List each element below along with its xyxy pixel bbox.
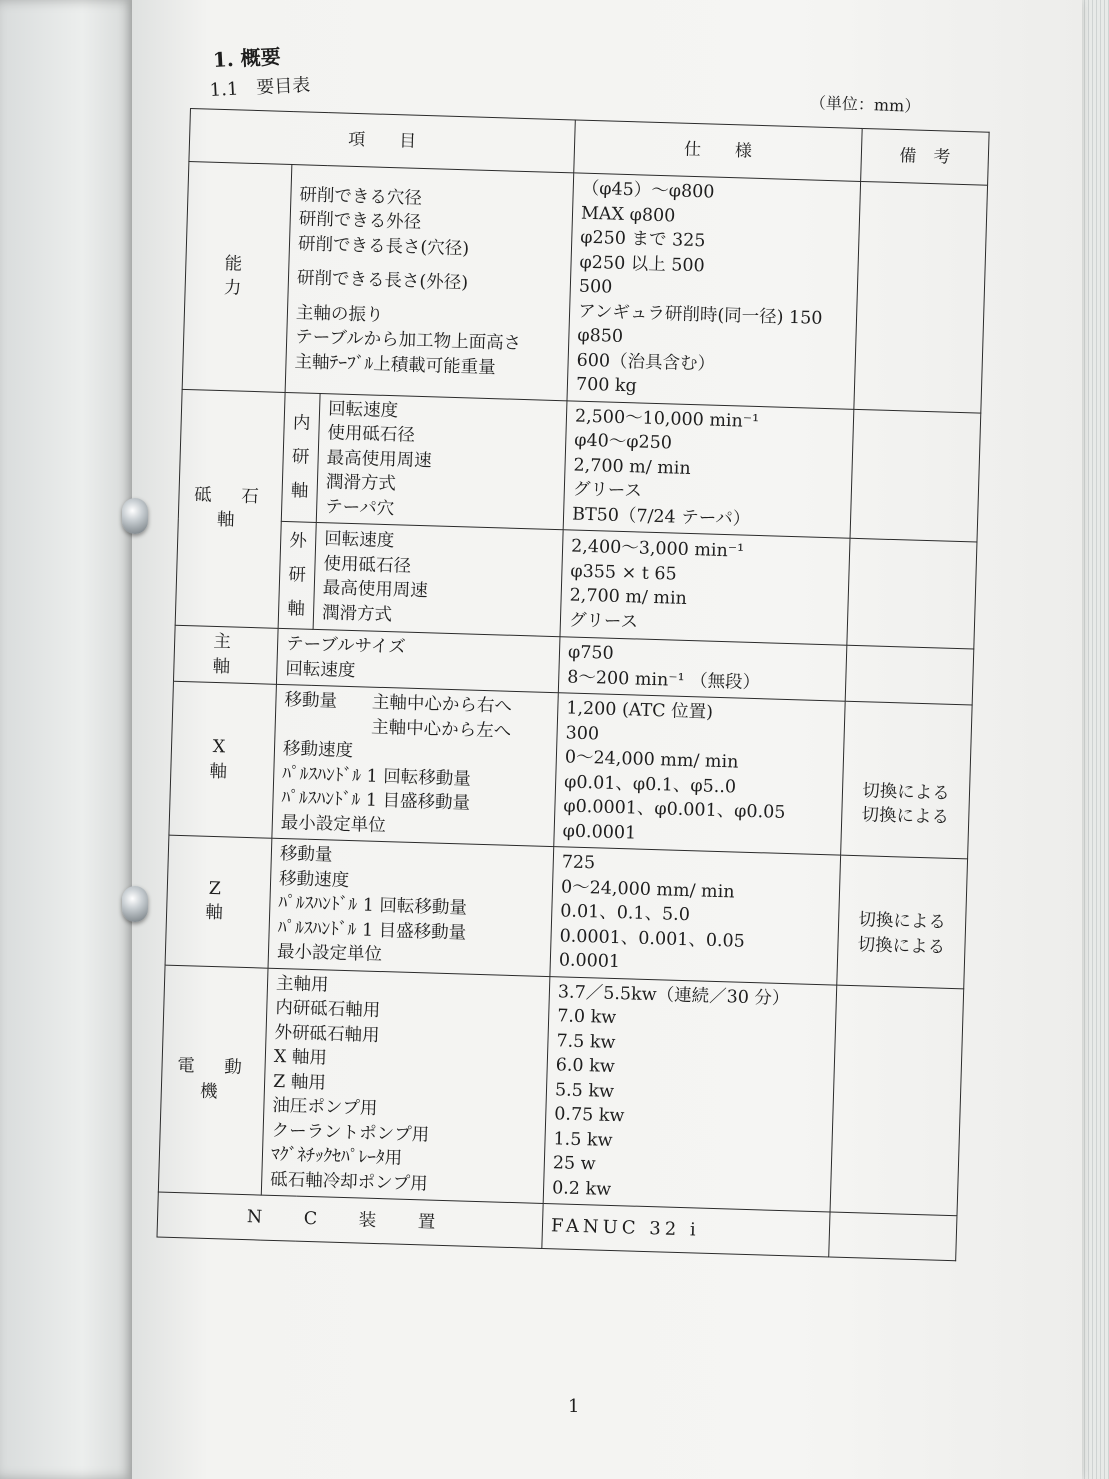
x-axis-row [169, 681, 972, 859]
binder-edge [0, 0, 150, 1479]
unit-note: （単位：mm） [809, 93, 921, 116]
external-specs: 2,400～3,000 min⁻¹ φ355 × t 65 2,700 m/ min グリース [560, 530, 850, 645]
spec-table [156, 108, 989, 1261]
page-number: 1 [568, 1396, 580, 1417]
external-items: 回転速度 使用砥石径 最高使用周速 潤滑方式 [313, 522, 563, 636]
z-axis-specs: 725 0～24,000 mm/ min 0.01、0.1、5.0 0.0001、0.001、0.05 0.0001 [550, 847, 841, 985]
x-axis-items: 移動量 主軸中心から右へ 主軸中心から左へ 移動速度 ﾊﾟﾙｽﾊﾝﾄﾞﾙ 1 回転移動量 ﾊﾟﾙｽﾊﾝﾄﾞﾙ 1 目盛移動量 最小設定単位 [272, 684, 558, 846]
z-axis-label: Z 軸 [165, 835, 272, 967]
internal-sub-label: 内 研 軸 [281, 392, 320, 522]
nc-note [829, 1212, 957, 1261]
z-axis-items: 移動量 移動速度 ﾊﾟﾙｽﾊﾝﾄﾞﾙ 1 回転移動量 ﾊﾟﾙｽﾊﾝﾄﾞﾙ 1 目盛移動量 最小設定単位 [268, 838, 554, 976]
header-note: 備 考 [861, 128, 990, 185]
external-sub-label: 外 研 軸 [278, 521, 316, 629]
wheel-spindle-label: 砥 石 軸 [175, 389, 285, 628]
internal-wheel-row [178, 389, 980, 542]
x-axis-label: X 軸 [169, 681, 277, 838]
subsection-heading: 1.1 要目表 [209, 74, 311, 101]
x-axis-specs: 1,200 (ATC 位置) 300 0～24,000 mm/ min φ0.01、φ0.1、φ5..0 φ0.0001、φ0.001、φ0.05 φ0.0001 [554, 693, 845, 855]
capacity-row [182, 161, 987, 412]
binder-ring-icon [122, 498, 148, 534]
spec-table-container [156, 108, 989, 1261]
main-spindle-items: テーブルサイズ 回転速度 [276, 628, 560, 692]
z-axis-notes: 切換による 切換による [837, 855, 968, 988]
capacity-note [854, 181, 988, 412]
main-spindle-label: 主 軸 [173, 625, 278, 684]
x-axis-notes: 切換による 切換による [841, 701, 973, 859]
internal-specs: 2,500～10,000 min⁻¹ φ40～φ250 2,700 m/ min グリース BT50（7/24 テーパ） [563, 400, 854, 538]
header-item: 項 目 [189, 109, 575, 173]
motors-specs: 3.7／5.5kw（連続／30 分） 7.0 kw 7.5 kw 6.0 kw 5.5 kw 0.75 kw 1.5 kw 25 w 0.2 kw [543, 976, 837, 1212]
section-heading: 1. 概要 [212, 44, 282, 72]
binder-ring-icon [122, 886, 148, 922]
internal-note [850, 409, 981, 542]
motors-note [830, 985, 964, 1216]
internal-items: 回転速度 使用砥石径 最高使用周速 潤滑方式 テーパ穴 [316, 393, 567, 530]
capacity-items: 研削できる穴径 研削できる外径 研削できる長さ(穴径) 研削できる長さ(外径) 主軸の振り テーブルから加工物上面高さ 主軸ﾃｰﾌﾞﾙ上積載可能重量 [285, 165, 574, 401]
capacity-label: 能 力 [182, 161, 292, 391]
capacity-specs: （φ45）～φ800 MAX φ800 φ250 まで 325 φ250 以上 500 500 アンギュラ研削時(同一径) 150 φ850 600（治具含む） 700 kg [567, 173, 861, 409]
nc-spec: FANUC 32 i [542, 1203, 830, 1256]
nc-label: N C 装 置 [157, 1192, 543, 1248]
main-spindle-specs: φ750 8～200 min⁻¹ （無段） [558, 637, 847, 701]
external-note [847, 538, 977, 649]
header-spec: 仕 様 [574, 120, 862, 181]
z-axis-row [165, 835, 967, 988]
motors-items: 主軸用 内研砥石軸用 外研砥石軸用 X 軸用 Z 軸用 油圧ポンプ用 クーラントポンプ用 ﾏｸﾞﾈﾁｯｸｾﾊﾟﾚｰﾀ用 砥石軸冷却ポンプ用 [261, 968, 550, 1204]
motors-row [158, 965, 963, 1216]
motors-label: 電 動 機 [158, 965, 268, 1195]
main-spindle-note [845, 645, 974, 705]
